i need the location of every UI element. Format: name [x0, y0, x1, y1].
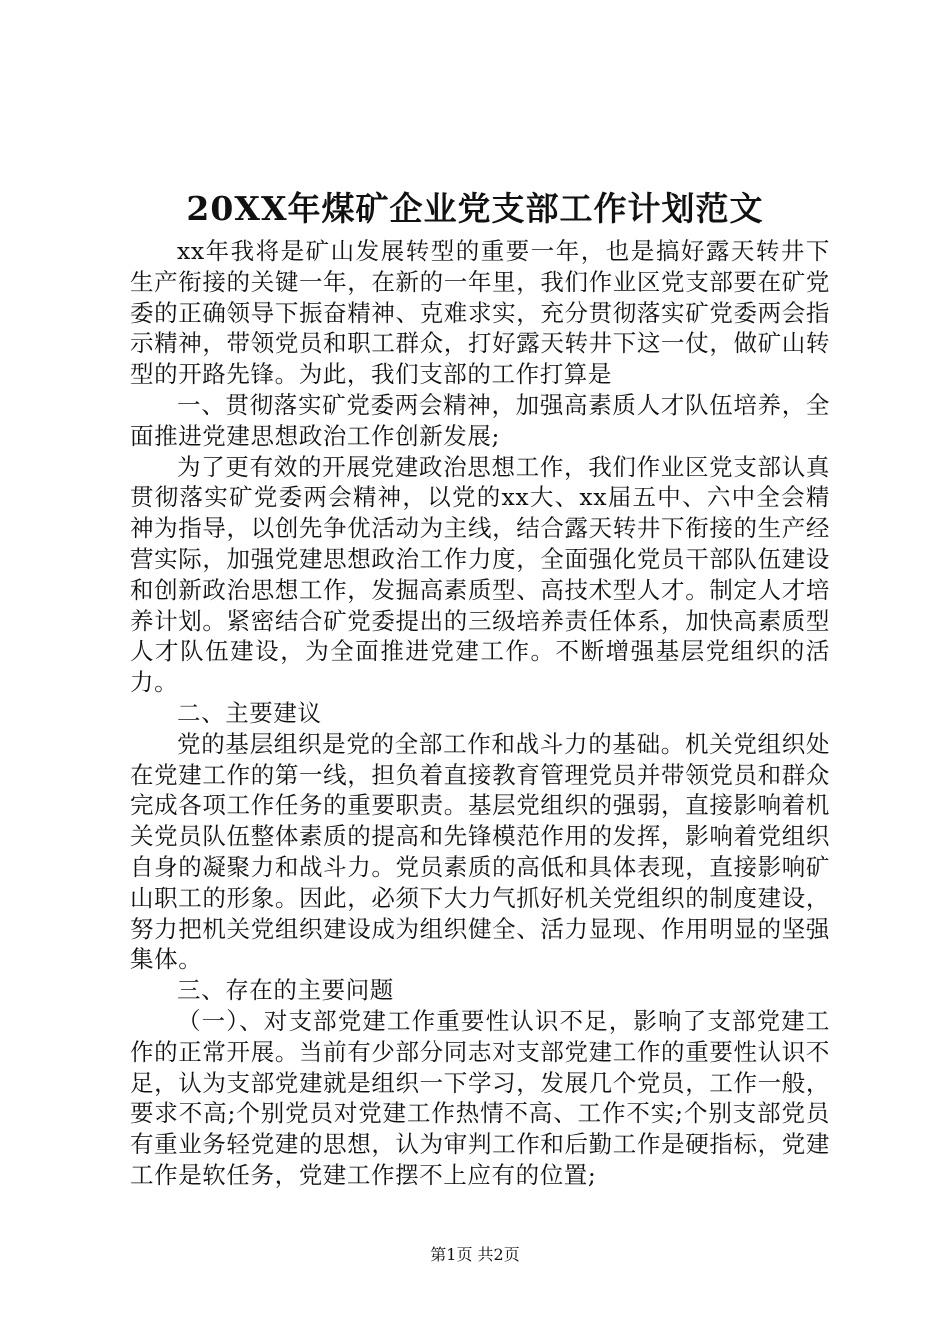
section-heading-2: 二、主要建议: [177, 698, 322, 727]
paragraph-section-2: 党的基层组织是党的全部工作和战斗力的基础。机关党组织处在党建工作的第一线，担负着直接教育管理党员并带领党员和群众完成各项工作任务的重要职责。基层党组织的强弱，直接影响着机关党员队伍整体素质的提高和先锋模范作用的发挥，影响着党组织自身的凝聚力和战斗力。党员素质的高低和具体表现，直接影响矿山职工的形象。因此，必须下大力气抓好机关党组织的制度建设，努力把机关党组织建设成为组织健全、活力显现、作用明显的坚强集体。: [130, 729, 830, 974]
paragraph-intro: xx年我将是矿山发展转型的重要一年，也是搞好露天转井下生产衔接的关键一年，在新的一年里，我们作业区党支部要在矿党委的正确领导下振奋精神、克难求实，充分贯彻落实矿党委两会指示精神，带领党员和职工群众，打好露天转井下这一仗，做矿山转型的开路先锋。为此，我们支部的工作打算是: [130, 237, 830, 389]
document-title: 20XX年煤矿企业党支部工作计划范文: [186, 189, 764, 228]
document-body: [130, 236, 830, 1191]
section-heading-1: 一、贯彻落实矿党委两会精神，加强高素质人才队伍培养，全面推进党建思想政治工作创新发展;: [130, 390, 830, 450]
paragraph-section-1: 为了更有效的开展党建政治思想工作，我们作业区党支部认真贯彻落实矿党委两会精神，以党的xx大、xx届五中、六中全会精神为指导，以创先争优活动为主线，结合露天转井下衔接的生产经营实际，加强党建思想政治工作力度，全面强化党员干部队伍建设和创新政治思想工作，发掘高素质型、高技术型人才。制定人才培养计划。紧密结合矿党委提出的三级培养责任体系，加快高素质型人才队伍建设，为全面推进党建工作。不断增强基层党组织的活力。: [130, 452, 830, 697]
page-number-footer: 第1页 共2页: [430, 1245, 520, 1264]
section-heading-3: 三、存在的主要问题: [177, 976, 394, 1005]
paragraph-section-3: （一）、对支部党建工作重要性认识不足，影响了支部党建工作的正常开展。当前有少部分同志对支部党建工作的重要性认识不足，认为支部党建就是组织一下学习，发展几个党员，工作一般，要求不高;个别党员对党建工作热情不高、工作不实;个别支部党员有重业务轻党建的思想，认为审判工作和后勤工作是硬指标，党建工作是软任务，党建工作摆不上应有的位置;: [130, 1006, 830, 1189]
